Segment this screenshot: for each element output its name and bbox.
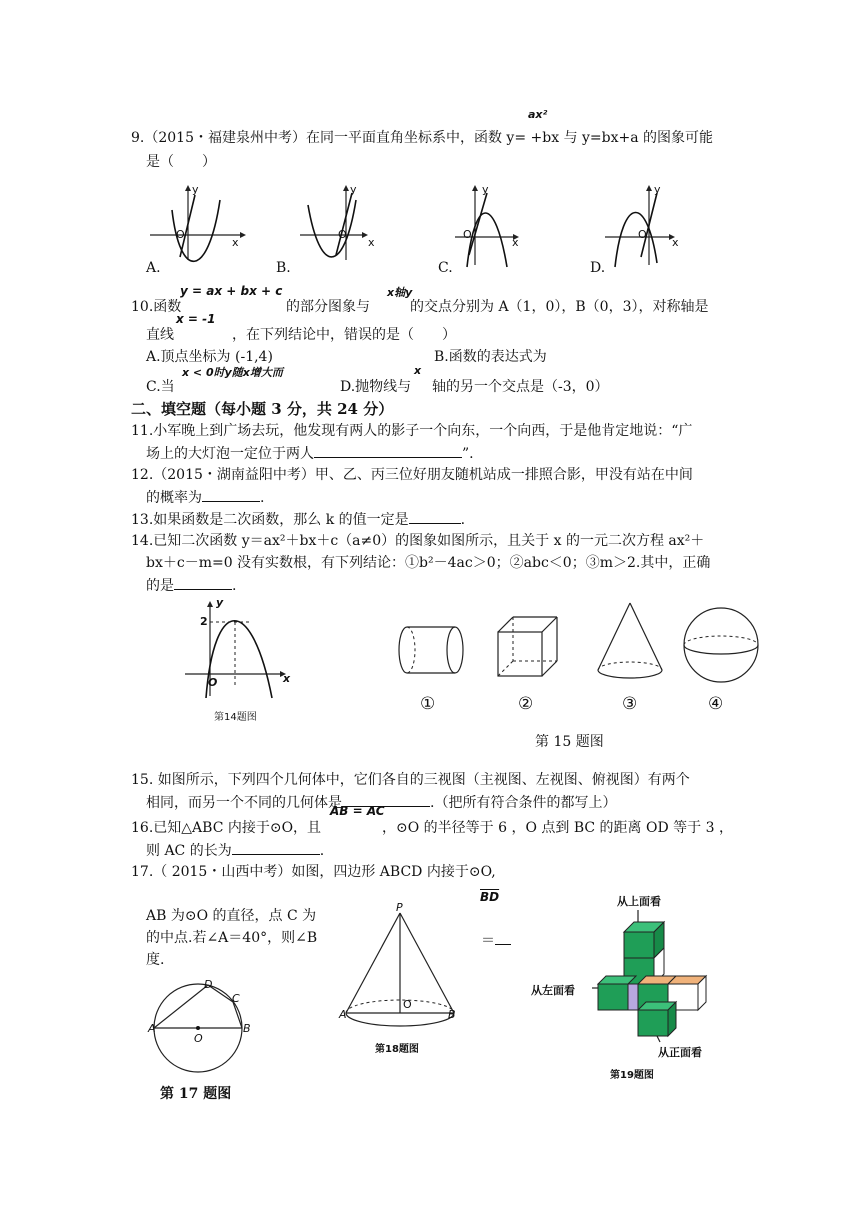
q10-opt-c: C.当 [146,379,175,395]
q11-blank[interactable] [314,443,462,458]
q17-figure [148,978,258,1078]
q9-choice-a: A. [146,260,161,276]
q9-a-o: O [176,228,185,241]
q16-blank[interactable] [232,840,320,855]
section-title-fill-blank: 二、填空题（每小题 3 分，共 24 分） [131,400,394,418]
q9-graph-b [300,185,400,265]
q14-fig-o: O [208,676,218,689]
q17-fig-c: C [232,992,240,1005]
q10-opt-d-rest: 轴的另一个交点是（-3，0） [432,379,609,395]
q19-cube-stack [598,922,706,1036]
q12-line2: 的概率为 . [146,487,264,508]
q18-fig-p: P [396,901,403,914]
q10-axis-image: x轴y [387,286,413,299]
q9-choice-c: C. [438,260,453,276]
q17-fig-b: B [243,1022,251,1035]
q9-c-x: x [512,236,519,249]
q10-opt-d-image: x [414,364,422,377]
q17-line4: 度. [146,952,165,968]
q9-b-y: y [350,183,357,196]
q9-c-y: y [482,183,489,196]
q17-fig-o: O [194,1032,203,1045]
q10-line1b: 的部分图象与 [286,299,370,315]
q10-opt-c-image: x < 0时y随x增大而 [182,366,283,379]
q12-blank[interactable] [202,487,260,502]
q19-caption: 第19题图 [610,1070,654,1081]
q18-fig-b: B [448,1008,456,1021]
q14-fig-y: y [216,596,224,609]
q16-image: AB = AC [330,804,385,818]
q10-line2a: 直线 [146,327,174,343]
q10-line1a: 10.函数 [131,299,182,315]
q17-arc-image: $\overline{BD}$ [480,890,500,904]
q17-blank[interactable] [495,930,511,945]
q14-fig-x: x [283,672,291,685]
q12-line1: 12.（2015・湖南益阳中考）甲、乙、丙三位好朋友随机站成一排照合影，甲没有站在中间 [131,467,693,483]
q15-label-3: ③ [622,694,638,714]
q16-line1b: ，⊙O 的半径等于 6 ，O 点到 BC 的距离 OD 等于 3 ， [382,820,733,836]
q17-fig-d: D [204,978,213,991]
q9-a-x: x [232,236,239,249]
q15-cylinder [399,627,463,673]
q9-d-o: O [638,228,647,241]
q11-line2: 场上的大灯泡一定位于两人 ”. [146,443,474,464]
q15-label-2: ② [518,694,534,714]
q17-line2: AB 为⊙O 的直径，点 C 为 [146,908,317,924]
q9-d-y: y [654,183,661,196]
q17-eq: ＝ [481,930,511,951]
q14-caption: 第14题图 [214,712,257,723]
q14-fig-2: 2 [200,615,208,628]
q9-c-o: O [463,228,472,241]
q19-label-front: 从正面看 [658,1046,702,1059]
q9-formula-image: ax² [528,108,548,121]
q14-line2: bx＋c－m=0 没有实数根，有下列结论：①b²－4ac＞0；②abc＜0；③m＞2.其中，正确 [146,555,711,571]
q14-blank[interactable] [174,575,232,590]
q18-fig-o: O [403,998,412,1011]
q15-line2: 相同，而另一个不同的几何体是 .（把所有符合条件的都写上） [146,792,616,813]
q9-choice-b: B. [276,260,291,276]
q10-sym-image: x = -1 [176,312,216,326]
q15-sphere [684,608,758,682]
q17-line1: 17.（ 2015・山西中考）如图，四边形 ABCD 内接于⊙O, [131,864,496,880]
q15-cube [498,617,557,676]
q19-label-left: 从左面看 [531,984,575,997]
q9-choice-d: D. [590,260,606,276]
q13-line1: 13.如果函数是二次函数，那么 k 的值一定是 . [131,509,465,530]
q9-graph-d [605,185,705,270]
q14-figure [180,600,295,700]
q13-blank[interactable] [409,509,461,524]
q14-line3: 的是 . [146,575,236,596]
q15-label-4: ④ [708,694,724,714]
q9-graph-a [150,185,250,265]
q15-caption: 第 15 题图 [535,734,604,750]
q14-line1: 14.已知二次函数 y＝ax²＋bx＋c（a≠0）的图象如图所示，且关于 x 的一元二次方程 ax²＋ [131,533,705,549]
q10-opt-a: A.顶点坐标为 (-1,4) [146,349,273,365]
q15-line1: 15. 如图所示，下列四个几何体中，它们各自的三视图（主视图、左视图、俯视图）有两个 [131,772,690,788]
q9-line1: 9.（2015・福建泉州中考）在同一平面直角坐标系中，函数 y= +bx 与 y=bx+a 的图象可能 [131,130,714,146]
q17-fig-a: A [148,1022,156,1035]
q17-line3: 的中点.若∠A＝40°，则∠B [146,930,318,946]
q9-b-o: O [338,228,347,241]
q9-line2: 是（ ） [146,154,216,170]
q19-figure [590,898,730,1058]
q10-func-image: y = ax + bx + c [180,284,283,298]
q15-label-1: ① [420,694,436,714]
q18-caption: 第18题图 [375,1044,419,1055]
q10-opt-b: B.函数的表达式为 [434,349,547,365]
q18-fig-a: A [339,1008,347,1021]
q16-line1a: 16.已知△ABC 内接于⊙O，且 [131,820,322,836]
q9-a-y: y [192,183,199,196]
q16-line2: 则 AC 的长为 . [146,840,324,861]
q10-line2b: ，在下列结论中，错误的是（ ） [232,327,456,343]
q10-opt-d: D.抛物线与 [340,379,412,395]
q9-b-x: x [368,236,375,249]
q17-caption: 第 17 题图 [160,1086,232,1102]
q19-label-top: 从上面看 [617,895,661,908]
q15-cone [598,603,662,678]
q10-line1c: 的交点分别为 A（1，0），B（0，3），对称轴是 [410,299,709,315]
q9-d-x: x [672,236,679,249]
q11-line1: 11.小军晚上到广场去玩，他发现有两人的影子一个向东，一个向西，于是他肯定地说：“广 [131,423,693,439]
